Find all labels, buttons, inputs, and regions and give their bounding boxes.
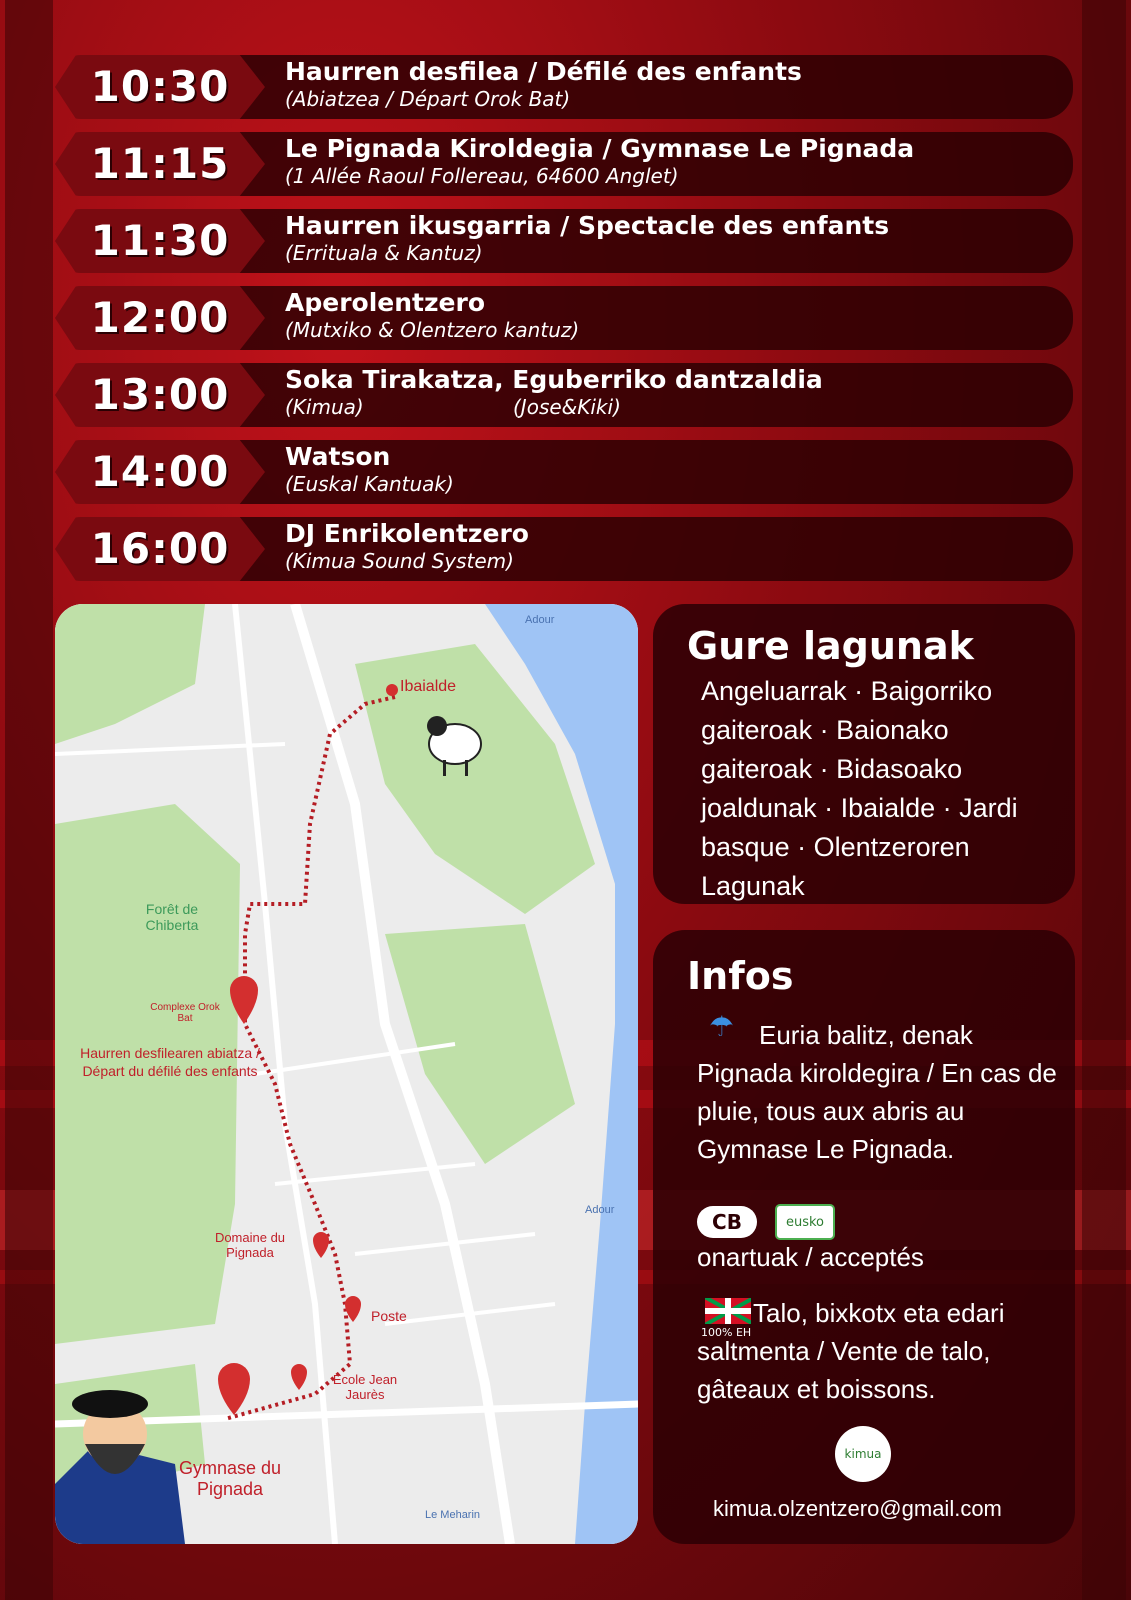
map-label-ibaialde: Ibaialde — [400, 678, 457, 695]
schedule-row — [55, 363, 1073, 427]
friends-panel — [653, 604, 1075, 904]
umbrella-icon: ☂ — [709, 1010, 735, 1043]
contact-email[interactable]: kimua.olzentzero@gmail.com — [713, 1496, 1002, 1521]
map-label-adour: Adour — [525, 614, 555, 626]
schedule-time: 11:15 — [90, 139, 230, 188]
schedule-subtitle: (Abiatzea / Départ Orok Bat) — [285, 87, 571, 111]
infos-panel — [653, 930, 1075, 1544]
schedule-subtitle: (Euskal Kantuak) — [285, 472, 454, 496]
schedule-row — [55, 440, 1073, 504]
tree-trunk — [1082, 0, 1126, 1600]
schedule-time: 13:00 — [90, 370, 230, 419]
schedule-title: Watson — [285, 442, 391, 471]
schedule-title: Soka Tirakatza, Eguberriko dantzaldia — [285, 365, 823, 394]
map-label-meharin: Le Meharin — [425, 1509, 481, 1521]
schedule-time: 14:00 — [90, 447, 230, 496]
schedule-subtitle: (1 Allée Raoul Follereau, 64600 Anglet) — [285, 164, 679, 188]
cards-accepted: onartuak / acceptés — [697, 1242, 924, 1272]
schedule-row — [55, 517, 1073, 581]
schedule-subtitle-2: (Jose&Kiki) — [513, 395, 621, 419]
food-info: Talo, bixkotx eta edari saltmenta / Vente de talo, gâteaux et boissons. — [697, 1298, 1005, 1404]
map-label-foret: Forêt de Chiberta — [145, 901, 199, 933]
schedule-time: 11:30 — [90, 216, 230, 265]
schedule-subtitle: (Kimua) — [285, 395, 364, 419]
schedule-time: 10:30 — [90, 62, 230, 111]
tree-trunk — [5, 0, 53, 1600]
rain-info: Euria balitz, denak Pignada kiroldegira / En cas de pluie, tous aux abris au Gymnase Le Pignada. — [697, 1020, 1057, 1164]
schedule-title: Haurren desfilea / Défilé des enfants — [285, 57, 802, 86]
cb-card-icon: CB — [697, 1206, 757, 1238]
schedule-row — [55, 55, 1073, 119]
schedule-title: DJ Enrikolentzero — [285, 519, 529, 548]
map-label-adour-2: Adour — [585, 1204, 615, 1216]
map-label-gymnase: Gymnase du Pignada — [178, 1458, 282, 1499]
schedule-title: Le Pignada Kiroldegia / Gymnase Le Pignada — [285, 134, 915, 163]
schedule-time: 16:00 — [90, 524, 230, 573]
map-label-depart: Haurren desfilearen abiatza / Départ du défilé des enfants — [80, 1045, 260, 1079]
schedule-subtitle: (Kimua Sound System) — [285, 549, 514, 573]
map-label-poste: Poste — [371, 1308, 407, 1324]
map-label-ecole: Ecole Jean Jaurès — [332, 1372, 398, 1402]
map-label-domaine: Domaine du Pignada — [214, 1230, 286, 1260]
schedule-row — [55, 132, 1073, 196]
schedule-row — [55, 209, 1073, 273]
schedule-subtitle: (Errituala & Kantuz) — [285, 241, 483, 265]
map-label-complexe: Complexe Orok Bat — [150, 1002, 220, 1024]
schedule-row — [55, 286, 1073, 350]
eusko-icon: eusko — [775, 1204, 835, 1240]
friends-list: Angeluarrak · Baigorriko gaiteroak · Baionako gaiteroak · Bidasoako joaldunak · Ibaialde · Jardi basque · Olentzeroren Lagunak — [701, 676, 1018, 901]
schedule-time: 12:00 — [90, 293, 230, 342]
schedule-title: Haurren ikusgarria / Spectacle des enfants — [285, 211, 890, 240]
friends-heading: Gure lagunak — [687, 624, 974, 668]
schedule-title: Aperolentzero — [285, 288, 485, 317]
route-map — [55, 604, 638, 1544]
flag-label: 100% EH — [701, 1326, 752, 1339]
schedule-subtitle: (Mutxiko & Olentzero kantuz) — [285, 318, 580, 342]
kimua-logo: kimua — [835, 1426, 891, 1482]
infos-heading: Infos — [687, 954, 794, 998]
